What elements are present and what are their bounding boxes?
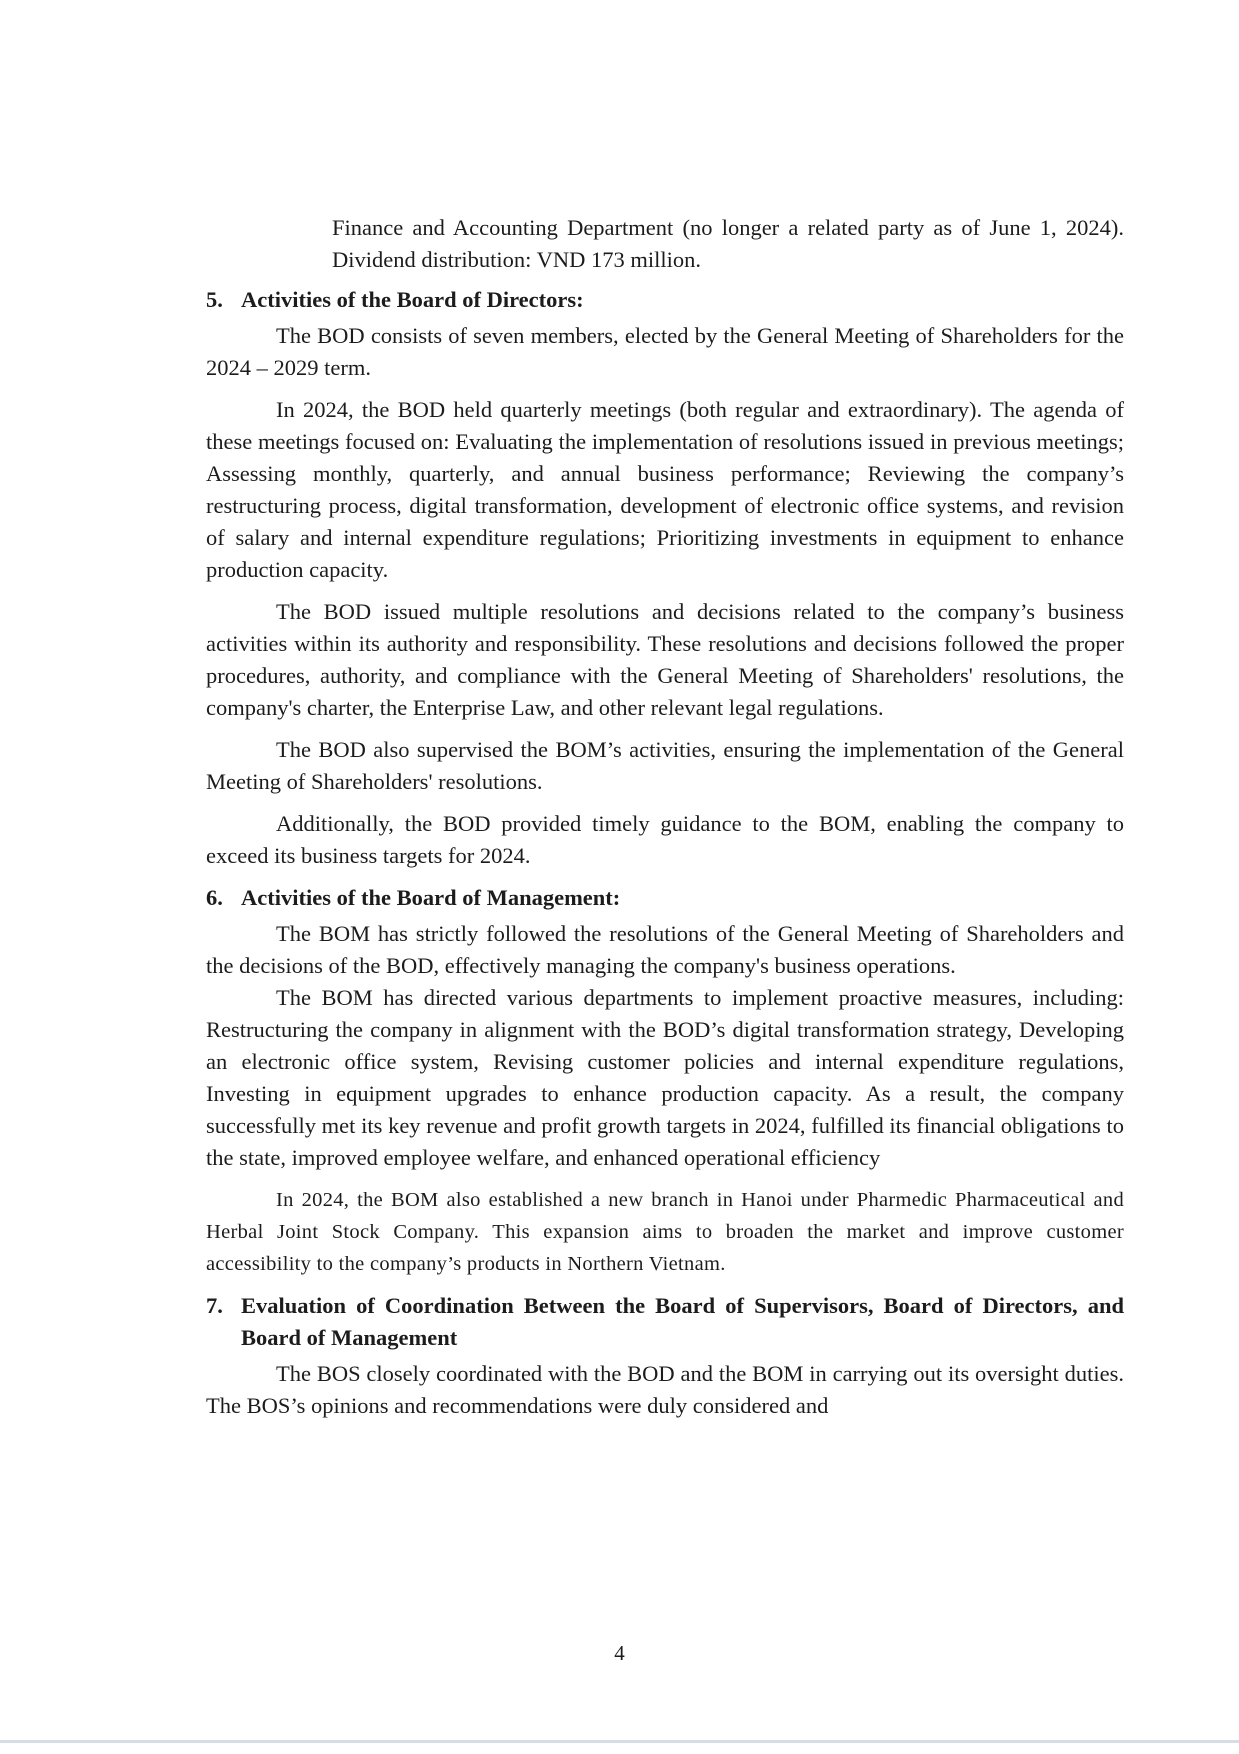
- continued-paragraph: Finance and Accounting Department (no longer a related party as of June 1, 2024). Dividend distribution: VND 173 million.: [332, 215, 1124, 272]
- page-number: 4: [614, 1641, 625, 1665]
- paragraph: The BOM has directed various departments to implement proactive measures, including: Restructuring the company in alignment with the BOD’s digital transformation strategy, Developing an electronic office system, Revising customer policies and internal expenditure regulations, Investing in equipment upgrades to enhance production capacity. As a result, the company successfully met its key revenue and profit growth targets in 2024, fulfilled its financial obligations to the state, improved employee welfare, and enhanced operational efficiency: [206, 985, 1124, 1170]
- paragraph: The BOD also supervised the BOM’s activities, ensuring the implementation of the General Meeting of Shareholders' resolutions.: [206, 737, 1124, 794]
- paragraph: The BOD issued multiple resolutions and decisions related to the company’s business activities within its authority and responsibility. These resolutions and decisions followed the proper procedures, authority, and compliance with the General Meeting of Shareholders' resolutions, the company's charter, the Enterprise Law, and other relevant legal regulations.: [206, 599, 1124, 720]
- section-number: 6.: [206, 885, 223, 910]
- paragraph: Additionally, the BOD provided timely guidance to the BOM, enabling the company to exceed its business targets for 2024.: [206, 811, 1124, 868]
- section-7-heading: [206, 1290, 1124, 1354]
- document-page: [206, 212, 1124, 1432]
- section-title: Activities of the Board of Directors:: [241, 287, 584, 312]
- paragraph: The BOD consists of seven members, elected by the General Meeting of Shareholders for the 2024 – 2029 term.: [206, 323, 1124, 380]
- paragraph: The BOS closely coordinated with the BOD and the BOM in carrying out its oversight duties. The BOS’s opinions and recommendations were duly considered and: [206, 1361, 1124, 1418]
- paragraph: The BOM has strictly followed the resolutions of the General Meeting of Shareholders and the decisions of the BOD, effectively managing the company's business operations.: [206, 921, 1124, 978]
- section-title: Evaluation of Coordination Between the Board of Supervisors, Board of Directors, and Board of Management: [241, 1293, 1124, 1350]
- section-number: 7.: [206, 1293, 223, 1318]
- section-title: Activities of the Board of Management:: [241, 885, 621, 910]
- section-6-heading: [206, 882, 1124, 914]
- paragraph: In 2024, the BOM also established a new branch in Hanoi under Pharmedic Pharmaceutical and Herbal Joint Stock Company. This expansion aims to broaden the market and improve customer accessibility to the company’s products in Northern Vietnam.: [206, 1189, 1124, 1275]
- paragraph: In 2024, the BOD held quarterly meetings (both regular and extraordinary). The agenda of these meetings focused on: Evaluating the implementation of resolutions issued in previous meetings; Assessing monthly, quarterly, and annual business performance; Reviewing the company’s restructuring process, digital transformation, development of electronic office systems, and revision of salary and internal expenditure regulations; Prioritizing investments in equipment to enhance production capacity.: [206, 397, 1124, 582]
- section-number: 5.: [206, 287, 223, 312]
- scan-edge-divider: [0, 1740, 1239, 1743]
- section-5-heading: [206, 284, 1124, 316]
